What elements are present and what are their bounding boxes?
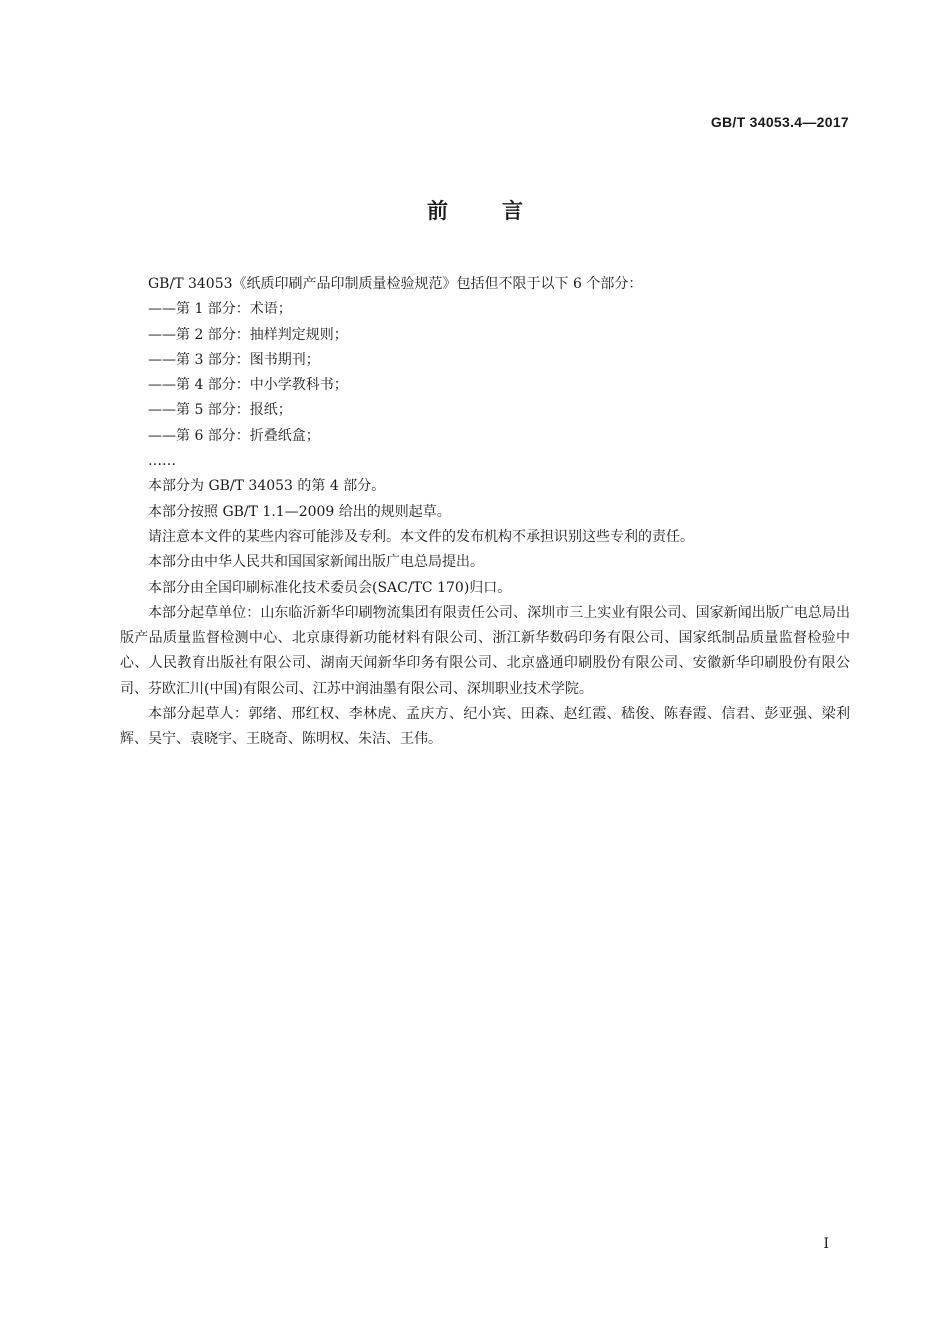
drafting-units-paragraph: 本部分起草单位：山东临沂新华印刷物流集团有限责任公司、深圳市三上实业有限公司、国家新闻出版广电总局出版产品质量监督检测中心、北京康得新功能材料有限公司、浙江新华数码印务有限公司、国家纸制品质量监督检验中心、人民教育出版社有限公司、湖南天闻新华印务有限公司、北京盛通印刷股份有限公司、安徽新华印刷股份有限公司、芬欧汇川(中国)有限公司、江苏中润油墨有限公司、深圳职业技术学院。 xyxy=(120,604,850,697)
intro-paragraph: GB/T 34053《纸质印刷产品印制质量检验规范》包括但不限于以下 6 个部分： xyxy=(148,276,643,292)
statement-paragraph: 本部分按照 GB/T 1.1—2009 给出的规则起草。 xyxy=(148,503,451,520)
statement-paragraph: 本部分为 GB/T 34053 的第 4 部分。 xyxy=(148,478,386,495)
part-list-item: ——第 4 部分：中小学教科书； xyxy=(148,377,348,394)
part-list-item: ——第 1 部分：术语； xyxy=(148,301,292,318)
statement-paragraph: 本部分由中华人民共和国国家新闻出版广电总局提出。 xyxy=(148,554,484,571)
part-list-item: ——第 2 部分：抽样判定规则； xyxy=(148,326,348,343)
statement-paragraph: 本部分由全国印刷标准化技术委员会(SAC/TC 170)归口。 xyxy=(148,579,512,596)
page-number: I xyxy=(823,1236,829,1252)
foreword-body xyxy=(120,272,850,753)
part-list-item: ——第 3 部分：图书期刊； xyxy=(148,351,320,368)
standard-code: GB/T 34053.4—2017 xyxy=(710,114,849,130)
part-list-item: ——第 6 部分：折叠纸盒； xyxy=(148,427,320,444)
ellipsis-line: …… xyxy=(148,453,176,470)
drafters-paragraph: 本部分起草人：郭绪、邢红权、李林虎、孟庆方、纪小宾、田森、赵红霞、嵇俊、陈春霞、信君、彭亚强、梁利辉、吴宁、袁晓宇、王晓奇、陈明权、朱洁、王伟。 xyxy=(120,706,850,748)
patent-notice: 请注意本文件的某些内容可能涉及专利。本文件的发布机构不承担识别这些专利的责任。 xyxy=(148,528,694,545)
page-title: 前言 xyxy=(427,199,577,223)
part-list-item: ——第 5 部分：报纸； xyxy=(148,402,292,419)
